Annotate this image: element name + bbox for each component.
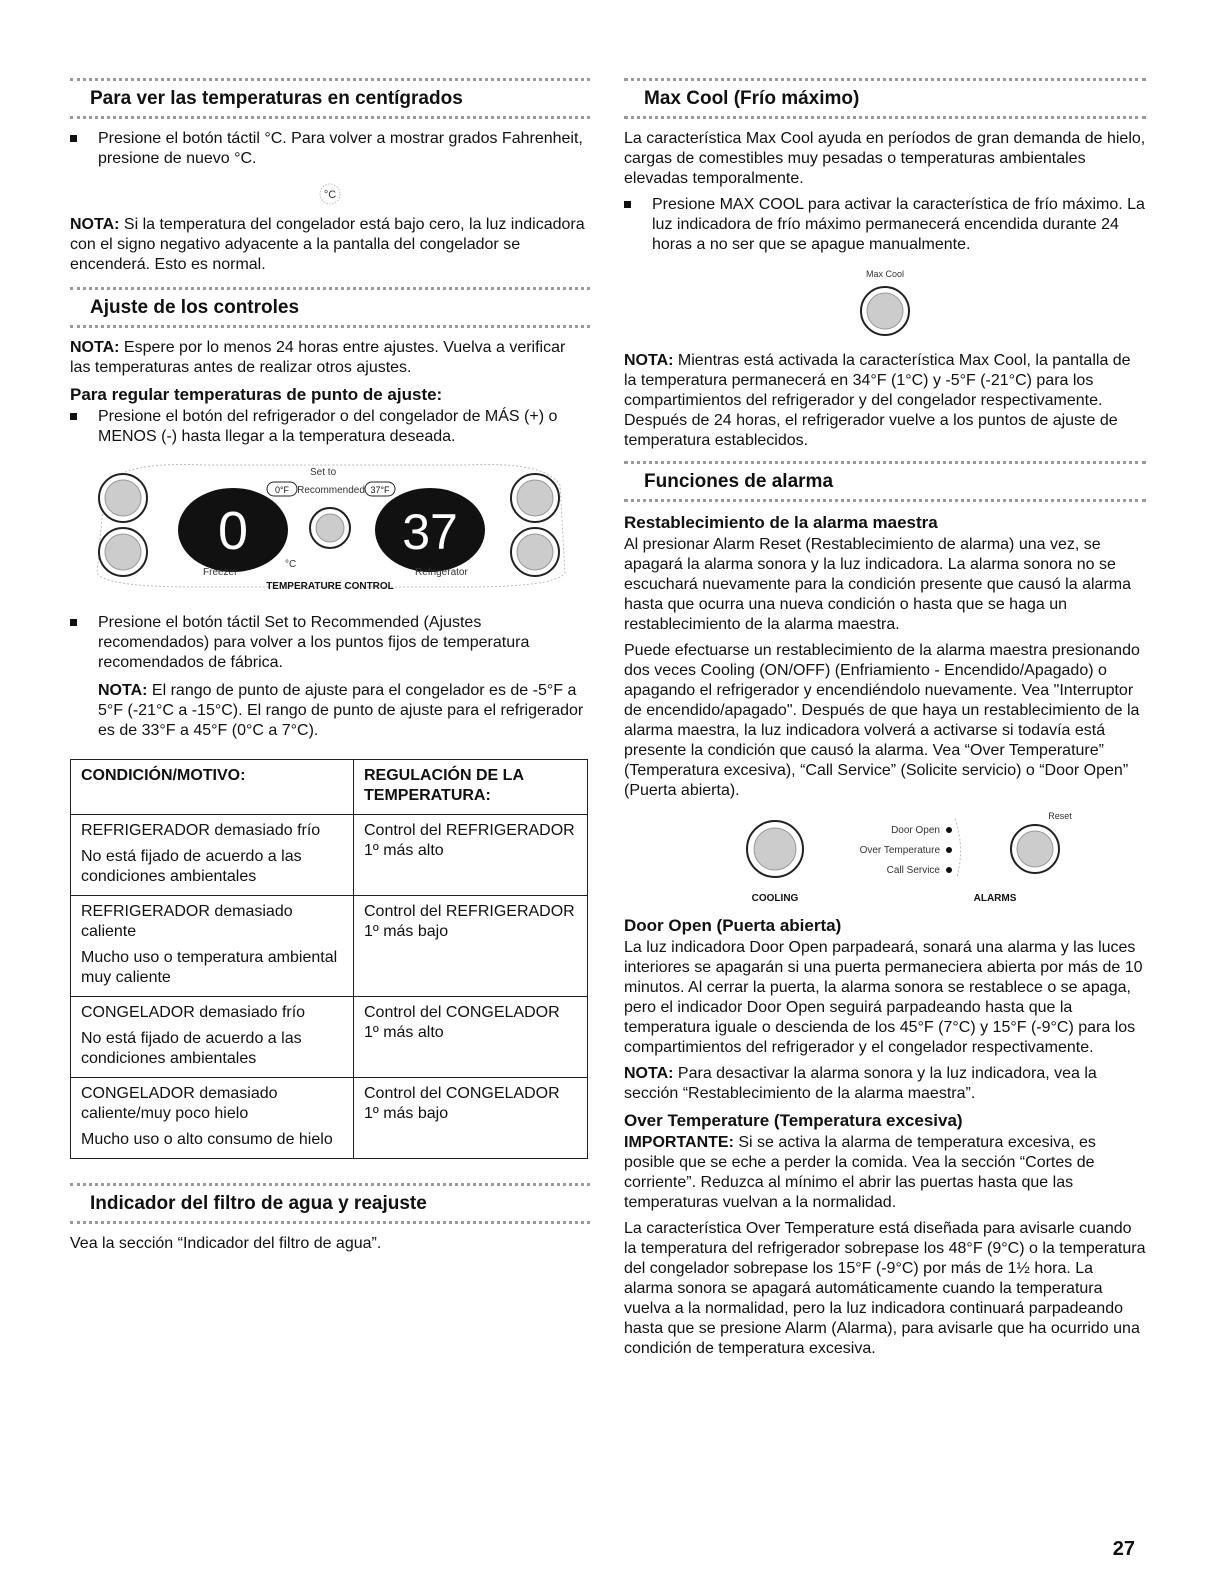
section-title: Para ver las temperaturas en centígrados	[90, 88, 463, 109]
section-header-celsius	[70, 78, 590, 119]
alarm-reset-button-icon	[1011, 825, 1059, 873]
fridge-display-value: 37	[402, 504, 458, 560]
bullet-item	[70, 407, 590, 447]
call-service-indicator-icon	[946, 867, 952, 873]
reason-text: No está fijado de acuerdo a las condiciones ambientales	[81, 848, 302, 885]
bullet-icon	[70, 619, 77, 626]
note-paragraph	[70, 215, 590, 275]
paragraph: La luz indicadora Door Open parpadeará, sonará una alarma y las luces interiores se apagarán si una puerta permaneciera abierta por más de 10 minutos. Al cerrar la puerta, la alarma sonora se restablece o se apaga, pero el indicador Door Open seguirá parpadeando hasta que la temperatura iguale o descienda de los 45°F (7°C) y 15°F (-9°C) para los compartimientos del refrigerador y el congelador respectivamente.	[624, 939, 1143, 1056]
important-paragraph	[624, 1133, 1146, 1213]
paragraph: La característica Over Temperature está diseñada para avisarle cuando la temperatura del refrigerador sobrepase los 48°F (9°C) o la temperatura del congelador sobrepase los 15°F (-9°C) por más de 1½ hora. La alarma sonora se apagará automáticamente cuando la temperatura vuelva a la normalidad, pero la luz indicadora continuará parpadeando hasta que se presione Alarm (Alarma), para avisarle que ha ocurrido una condición de temperatura excesiva.	[624, 1220, 1146, 1357]
note-label: NOTA:	[70, 339, 120, 356]
important-label: IMPORTANTE:	[624, 1134, 734, 1151]
regulation-text: Control del REFRIGERADOR 1º más bajo	[364, 903, 575, 940]
svg-text:0°F: 0°F	[274, 485, 290, 495]
reason-text: No está fijado de acuerdo a las condiciones ambientales	[81, 1030, 302, 1067]
over-temperature-indicator-icon	[946, 847, 952, 853]
table-row	[71, 1078, 588, 1159]
column-header-regulation: REGULACIÓN DE LA TEMPERATURA:	[354, 760, 588, 815]
cooling-label: COOLING	[751, 893, 799, 904]
cooling-button-icon	[747, 821, 803, 877]
subsection-title: Restablecimiento de la alarma maestra	[624, 513, 938, 532]
regulation-text: Control del REFRIGERADOR 1º más alto	[364, 822, 575, 859]
section-title: Max Cool (Frío máximo)	[644, 88, 860, 109]
regulation-text: Control del CONGELADOR 1º más alto	[364, 1004, 560, 1041]
celsius-icon-label: °C	[323, 189, 337, 201]
freezer-label: Freezer	[203, 567, 238, 578]
note-paragraph	[624, 351, 1146, 451]
fridge-setpoint-tag	[365, 482, 395, 496]
note-paragraph	[70, 338, 590, 378]
temperature-adjustment-table	[70, 759, 588, 1159]
bullet-item	[624, 195, 1146, 255]
fridge-minus-button-icon	[511, 528, 559, 576]
over-temperature-label: Over Temperature	[859, 845, 940, 856]
section-header-max-cool	[624, 78, 1146, 119]
recommended-label: Recommended	[297, 485, 365, 496]
svg-text:37°F: 37°F	[370, 485, 390, 495]
section-header-controls	[70, 287, 590, 328]
celsius-button-icon	[310, 177, 350, 211]
freezer-minus-button-icon	[99, 528, 147, 576]
max-cool-label: Max Cool	[865, 269, 905, 279]
set-to-label: Set to	[310, 467, 337, 478]
page-number: 27	[1112, 1538, 1135, 1560]
regulation-text: Control del CONGELADOR 1º más bajo	[364, 1085, 560, 1122]
paragraph: La característica Max Cool ayuda en períodos de gran demanda de hielo, cargas de comestibles muy pesadas o temperaturas ambientales elevadas temporalmente.	[624, 130, 1146, 187]
bullet-text: Presione el botón táctil Set to Recommended (Ajustes recomendados) para volver a los puntos fijos de temperatura recomendados de fábrica.	[98, 614, 530, 671]
panel-caption: TEMPERATURE CONTROL	[266, 581, 394, 592]
note-text: Si la temperatura del congelador está bajo cero, la luz indicadora con el signo negativo adyacente a la pantalla del congelador se encenderá. Esto es normal.	[70, 216, 585, 273]
reason-text: Mucho uso o alto consumo de hielo	[81, 1131, 333, 1148]
freezer-plus-button-icon	[99, 474, 147, 522]
table-header-row	[71, 760, 588, 815]
celsius-panel-icon: °C	[285, 559, 297, 570]
subsection-title: Door Open (Puerta abierta)	[624, 916, 842, 935]
paragraph: Puede efectuarse un restablecimiento de la alarma maestra presionando dos veces Cooling (ON/OFF) (Enfriamiento - Encendido/Apagado) o apagando el refrigerador y encendiéndolo nuevamente. Vea "Interruptor de encendido/apagado". Después de que haya un restablecimiento de la alarma maestra, la luz indicadora volverá a activarse si todavía está presente la condición que causó la alarma. Vea “Over Temperature” (Temperatura excesiva), “Call Service” (Solicite servicio) o “Door Open” (Puerta abierta).	[624, 642, 1140, 799]
section-title: Funciones de alarma	[644, 471, 834, 492]
subsection-title: Para regular temperaturas de punto de ajuste:	[70, 385, 443, 404]
bullet-item	[70, 129, 590, 169]
temperature-control-panel-illustration	[85, 455, 575, 605]
freezer-setpoint-tag	[267, 482, 297, 496]
note-paragraph	[70, 681, 590, 741]
section-header-water-filter	[70, 1183, 590, 1224]
freezer-display-value: 0	[217, 501, 249, 561]
door-open-indicator-icon	[946, 827, 952, 833]
fridge-plus-button-icon	[511, 474, 559, 522]
section-title: Ajuste de los controles	[90, 297, 300, 318]
bullet-icon	[70, 135, 77, 142]
bullet-icon	[624, 201, 631, 208]
table-row	[71, 997, 588, 1078]
door-open-label: Door Open	[891, 825, 940, 836]
note-label: NOTA:	[70, 216, 120, 233]
condition-text: REFRIGERADOR demasiado caliente	[81, 903, 293, 940]
bullet-item	[70, 613, 590, 673]
bullet-text: Presione el botón del refrigerador o del congelador de MÁS (+) o MENOS (-) hasta llegar a la temperatura deseada.	[98, 408, 558, 445]
section-header-alarm-functions	[624, 461, 1146, 502]
note-text: Para desactivar la alarma sonora y la luz indicadora, vea la sección “Restablecimiento de la alarma maestra”.	[624, 1065, 1097, 1102]
bullet-icon	[70, 413, 77, 420]
note-label: NOTA:	[98, 682, 148, 699]
bullet-text: Presione el botón táctil °C. Para volver a mostrar grados Fahrenheit, presione de nuevo °C.	[98, 130, 583, 167]
fridge-display	[375, 488, 485, 572]
note-text: El rango de punto de ajuste para el congelador es de -5°F a 5°F (-21°C a -15°C). El rango de punto de ajuste para el refrigerador es de 33°F a 45°F (0°C a 7°C).	[98, 682, 584, 739]
max-cool-button-illustration	[825, 263, 945, 345]
note-text: Mientras está activada la característica Max Cool, la pantalla de la temperatura permanecerá en 34°F (1°C) y -5°F (-21°C) para los compartimientos del refrigerador y del congelador respectivamente. Después de 24 horas, el refrigerador vuelve a los puntos de ajuste de temperatura establecidos.	[624, 352, 1131, 449]
subsection-title: Over Temperature (Temperatura excesiva)	[624, 1111, 963, 1130]
condition-text: CONGELADOR demasiado frío	[81, 1004, 306, 1021]
set-to-recommended-button-icon	[310, 508, 350, 548]
reason-text: Mucho uso o temperatura ambiental muy caliente	[81, 949, 338, 986]
table-row	[71, 896, 588, 997]
note-label: NOTA:	[624, 1065, 674, 1082]
table-row	[71, 815, 588, 896]
bullet-text: Presione MAX COOL para activar la característica de frío máximo. La luz indicadora de frío máximo permanecerá encendida durante 24 horas a no ser que se apague manualmente.	[652, 196, 1145, 253]
column-header-condition: CONDICIÓN/MOTIVO:	[71, 760, 354, 815]
call-service-label: Call Service	[886, 865, 940, 876]
section-title: Indicador del filtro de agua y reajuste	[90, 1193, 427, 1214]
important-text: Si se activa la alarma de temperatura excesiva, es posible que se eche a perder la comida. Vea la sección “Cortes de corriente”. Reduzca al mínimo el abrir las puertas hasta que las temperaturas vuelvan a la normalidad.	[624, 1134, 1096, 1211]
condition-text: REFRIGERADOR demasiado frío	[81, 822, 321, 839]
freezer-display	[178, 488, 288, 572]
right-column	[624, 72, 1146, 1365]
alarms-label: ALARMS	[973, 893, 1017, 904]
refrigerator-label: Refrigerator	[415, 567, 468, 578]
paragraph: Al presionar Alarm Reset (Restablecimiento de alarma) una vez, se apagará la alarma sonora y la luz indicadora. La alarma sonora no se escuchará nuevamente para la condición presente que causó la alarma hasta que ocurra una nueva condición o hasta que se haga un restablecimiento de la alarma maestra.	[624, 536, 1131, 633]
note-label: NOTA:	[624, 352, 674, 369]
alarm-controls-illustration	[665, 807, 1105, 911]
condition-text: CONGELADOR demasiado caliente/muy poco hielo	[81, 1085, 278, 1122]
note-text: Espere por lo menos 24 horas entre ajustes. Vuelva a verificar las temperaturas antes de realizar otros ajustes.	[70, 339, 566, 376]
max-cool-button-icon	[861, 287, 909, 335]
left-column	[70, 72, 590, 1260]
reset-label: Reset	[1048, 811, 1072, 821]
paragraph: Vea la sección “Indicador del filtro de agua”.	[70, 1235, 382, 1252]
note-paragraph	[624, 1064, 1146, 1104]
